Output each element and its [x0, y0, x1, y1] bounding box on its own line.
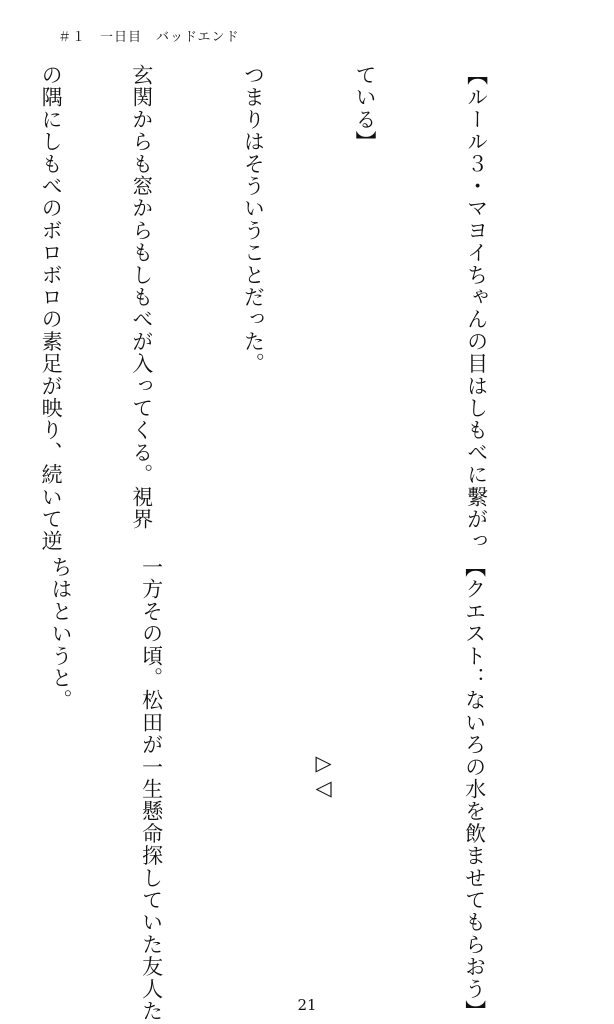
- paragraph-line: の隅にしもべのボロボロの素足が映り、続いて逆: [39, 64, 64, 553]
- rule-heading-line-1: 【ルール３・マヨイちゃんの目はしもべに繫がっ: [464, 64, 489, 553]
- page-number: 21: [297, 996, 317, 1014]
- paragraph-line: 玄関からも窓からもしもべが入ってくる。視界: [129, 64, 154, 531]
- paragraph-line: 一方その頃。松田が一生懸命探していた友人た: [139, 556, 164, 1023]
- rule-heading-line-2: ている】: [352, 64, 377, 153]
- paragraph-line: ちはというと。: [48, 556, 73, 712]
- scene-break-mark: ▷◁: [311, 750, 336, 802]
- quest-heading: 【クエスト：ないろの水を飲ませてもらおう】: [462, 556, 487, 1023]
- paragraph-line: つまりはそういうことだった。: [241, 64, 266, 375]
- upper-text-block: [0, 64, 552, 553]
- running-header: ＃１ 一日目 バッドエンド: [58, 30, 240, 45]
